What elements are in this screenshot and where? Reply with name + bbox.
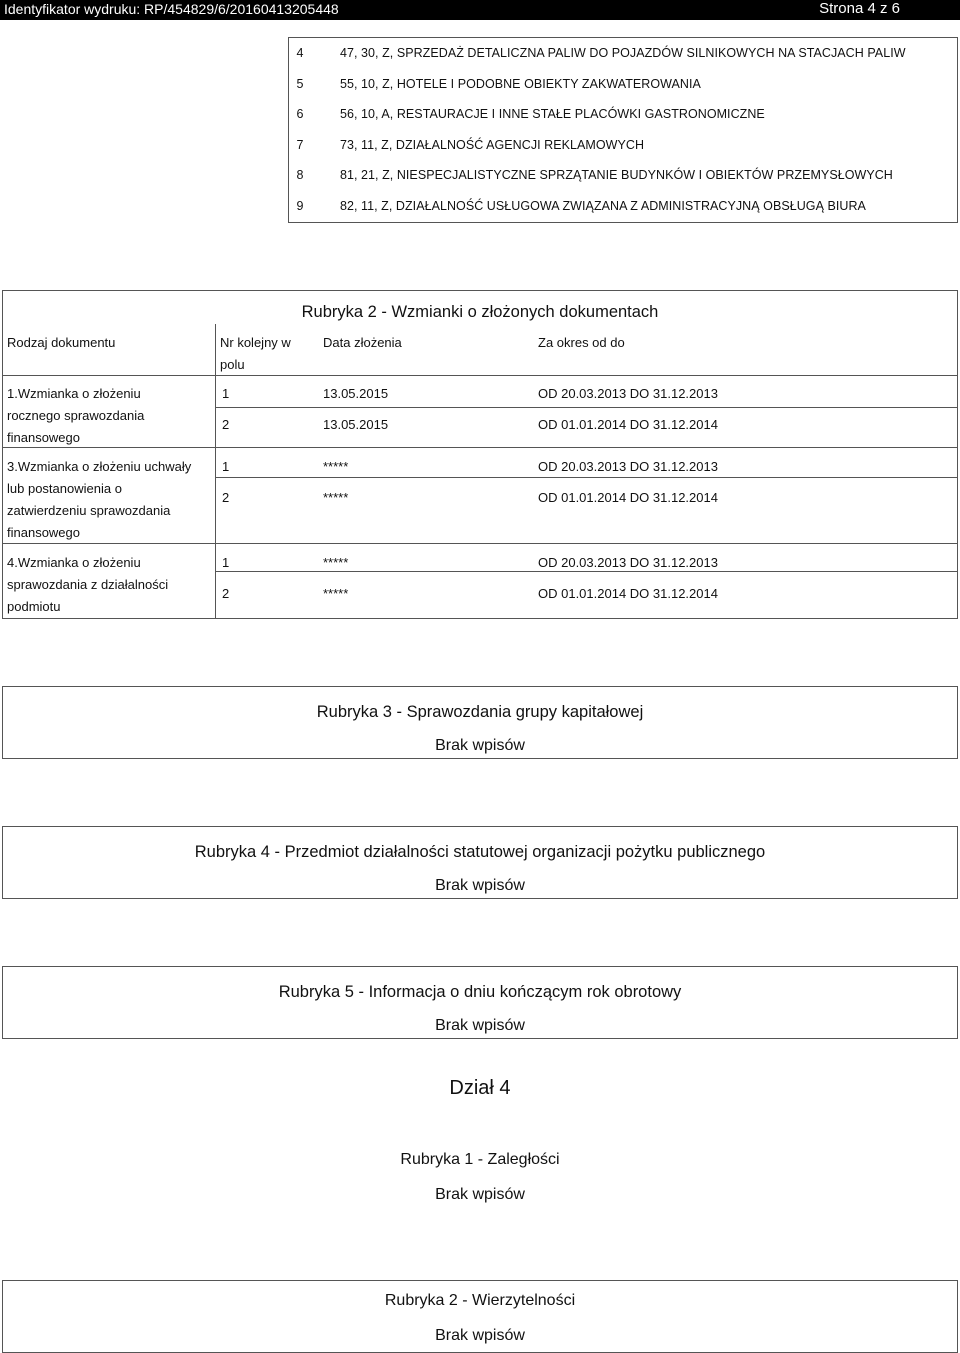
entry-nr: 2 <box>222 417 230 432</box>
empty-state: Brak wpisów <box>435 1327 525 1344</box>
row-number: 8 <box>296 168 304 183</box>
document-type-line: 4.Wzmianka o złożeniu <box>7 555 141 570</box>
divider <box>215 407 957 408</box>
entry-period: OD 01.01.2014 DO 31.12.2014 <box>538 490 718 505</box>
pkd-table <box>288 37 958 223</box>
page-number: Strona 4 z 6 <box>819 0 900 17</box>
document-type-line: 3.Wzmianka o złożeniu uchwały <box>7 459 192 474</box>
rubryka-2-section <box>2 290 958 619</box>
row-number: 6 <box>296 107 304 122</box>
document-type-line: finansowego <box>7 525 80 540</box>
entry-nr: 2 <box>222 586 230 601</box>
empty-state: Brak wpisów <box>435 1186 525 1203</box>
rubryka-5-section <box>2 966 958 1039</box>
section-title: Rubryka 2 - Wzmianki o złożonych dokumentach <box>301 303 659 321</box>
print-identifier: Identyfikator wydruku: RP/454829/6/20160413205448 <box>4 1 339 17</box>
rubryka-3-section <box>2 686 958 759</box>
entry-nr: 2 <box>222 490 230 505</box>
row-description: 81, 21, Z, NIESPECJALISTYCZNE SPRZĄTANIE BUDYNKÓW I OBIEKTÓW PRZEMYSŁOWYCH <box>340 168 893 183</box>
table-row <box>289 191 957 222</box>
row-number: 7 <box>296 137 304 152</box>
table-row <box>289 69 957 100</box>
column-header-period: Za okres od do <box>538 335 625 350</box>
divider <box>3 543 957 544</box>
document-type-line: zatwierdzeniu sprawozdania <box>7 503 171 518</box>
divider <box>3 375 957 376</box>
entry-date: 13.05.2015 <box>323 386 389 401</box>
section-title: Rubryka 2 - Wierzytelności <box>384 1292 576 1309</box>
document-type-line: 1.Wzmianka o złożeniu <box>7 386 141 401</box>
entry-date: ***** <box>323 459 349 474</box>
column-divider <box>215 324 216 618</box>
divider <box>3 447 957 448</box>
document-type-line: lub postanowienia o <box>7 481 122 496</box>
entry-date: ***** <box>323 490 349 505</box>
entry-date: 13.05.2015 <box>323 417 389 432</box>
row-number: 9 <box>296 198 304 213</box>
entry-date: ***** <box>323 586 349 601</box>
entry-nr: 1 <box>222 555 230 570</box>
column-header-type: Rodzaj dokumentu <box>7 335 116 350</box>
table-row <box>289 130 957 161</box>
row-description: 82, 11, Z, DZIAŁALNOŚĆ USŁUGOWA ZWIĄZANA Z ADMINISTRACYJNĄ OBSŁUGĄ BIURA <box>340 198 866 213</box>
entry-period: OD 20.03.2013 DO 31.12.2013 <box>538 459 718 474</box>
column-header-date: Data złożenia <box>323 335 402 350</box>
empty-state: Brak wpisów <box>435 1017 525 1034</box>
document-type-line: finansowego <box>7 430 80 445</box>
entry-nr: 1 <box>222 459 230 474</box>
section-title: Rubryka 3 - Sprawozdania grupy kapitałowej <box>316 703 644 721</box>
rubryka-2-wierzytelnosci-section <box>2 1280 958 1353</box>
section-title: Rubryka 5 - Informacja o dniu kończącym rok obrotowy <box>278 983 682 1001</box>
entry-nr: 1 <box>222 386 230 401</box>
row-description: 47, 30, Z, SPRZEDAŻ DETALICZNA PALIW DO POJAZDÓW SILNIKOWYCH NA STACJACH PALIW <box>340 46 906 60</box>
entry-period: OD 01.01.2014 DO 31.12.2014 <box>538 417 718 432</box>
document-type-line: sprawozdania z działalności <box>7 577 169 592</box>
table-row <box>289 99 957 130</box>
subsection-title: Rubryka 1 - Zaległości <box>400 1151 560 1168</box>
row-number: 4 <box>296 46 304 60</box>
table-row <box>289 38 957 69</box>
section-title: Rubryka 4 - Przedmiot działalności statutowej organizacji pożytku publicznego <box>194 843 766 861</box>
empty-state: Brak wpisów <box>435 877 525 894</box>
table-row <box>289 160 957 191</box>
empty-state: Brak wpisów <box>435 737 525 754</box>
row-description: 56, 10, A, RESTAURACJE I INNE STAŁE PLACÓWKI GASTRONOMICZNE <box>340 107 765 122</box>
document-type-line: podmiotu <box>7 599 61 614</box>
entry-period: OD 20.03.2013 DO 31.12.2013 <box>538 555 718 570</box>
rubryka-4-section <box>2 826 958 899</box>
row-description: 73, 11, Z, DZIAŁALNOŚĆ AGENCJI REKLAMOWYCH <box>340 137 645 152</box>
row-number: 5 <box>296 76 304 91</box>
row-description: 55, 10, Z, HOTELE I PODOBNE OBIEKTY ZAKWATEROWANIA <box>340 76 701 91</box>
section-heading-dzial-4: Dział 4 <box>449 1077 511 1099</box>
entry-date: ***** <box>323 555 349 570</box>
entry-period: OD 01.01.2014 DO 31.12.2014 <box>538 586 718 601</box>
column-header-nr: Nr kolejny w polu <box>220 335 291 372</box>
document-type-line: rocznego sprawozdania <box>7 408 145 423</box>
print-header <box>0 0 960 20</box>
entry-period: OD 20.03.2013 DO 31.12.2013 <box>538 386 718 401</box>
